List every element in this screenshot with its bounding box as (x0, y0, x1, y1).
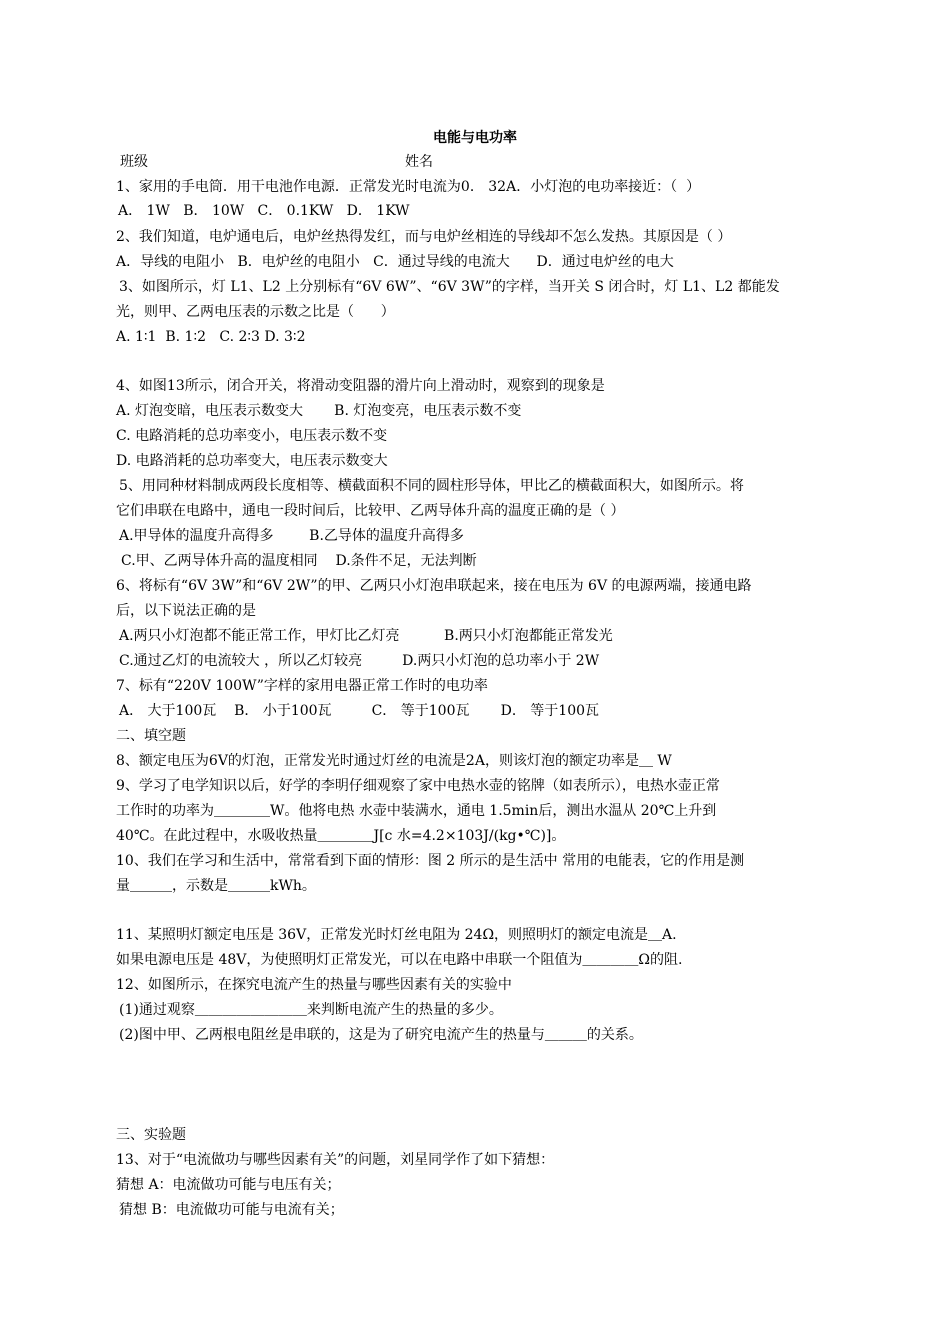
text-line: 2、我们知道，电炉通电后，电炉丝热得发红，而与电炉丝相连的导线却不怎么发热。其原因是（ ） (116, 229, 732, 245)
text-line: C. 电路消耗的总功率变小，电压表示数不变 (116, 428, 388, 444)
text-line: 4、如图13所示，闭合开关，将滑动变阻器的滑片向上滑动时，观察到的现象是 (116, 378, 605, 394)
name-label: 姓名 (405, 154, 433, 170)
text-line: A.甲导体的温度升高得多 B.乙导体的温度升高得多 (119, 528, 464, 544)
text-line: A． 1W B． 10W C． 0.1KW D． 1KW (118, 203, 410, 219)
text-line: 猜想 B：电流做功可能与电流有关； (119, 1202, 344, 1218)
text-line: 10、我们在学习和生活中，常常看到下面的情形：图 2 所示的是生活中 常用的电能表，它的作用是测 (116, 853, 745, 869)
text-line: A．导线的电阻小 B．电炉丝的电阻小 C．通过导线的电流大 D．通过电炉丝的电大 (116, 254, 674, 270)
text-line: 后，以下说法正确的是 (116, 603, 256, 619)
text-line: 13、对于“电流做功与哪些因素有关”的问题，刘星同学作了如下猜想： (116, 1152, 555, 1168)
text-line: 猜想 A：电流做功可能与电压有关； (116, 1177, 341, 1193)
text-line: A. 灯泡变暗，电压表示数变大 B. 灯泡变亮，电压表示数不变 (116, 403, 522, 419)
text-line: 6、将标有“6V 3W”和“6V 2W”的甲、乙两只小灯泡串联起来，接在电压为 6V 的电源两端，接通电路 (116, 578, 752, 594)
text-line: 它们串联在电路中，通电一段时间后，比较甲、乙两导体升高的温度正确的是（ ） (116, 503, 625, 519)
text-line: 5、用同种材料制成两段长度相等、横截面积不同的圆柱形导体，甲比乙的横截面积大，如图所示。将 (119, 478, 744, 494)
page-title: 电能与电功率 (433, 130, 517, 146)
text-line: A. 1∶1 B. 1∶2 C. 2∶3 D. 3∶2 (116, 329, 306, 345)
text-line: (1)通过观察＿＿＿＿＿＿＿＿来判断电流产生的热量的多少。 (119, 1002, 503, 1018)
text-line: 光，则甲、乙两电压表的示数之比是（ ） (116, 304, 395, 320)
text-line: 8、额定电压为6V的灯泡，正常发光时通过灯丝的电流是2A，则该灯泡的额定功率是＿ W (116, 753, 672, 769)
text-line: 11、某照明灯额定电压是 36V，正常发光时灯丝电阻为 24Ω，则照明灯的额定电流是＿A. (116, 927, 677, 943)
text-line: 12、如图所示，在探究电流产生的热量与哪些因素有关的实验中 (116, 977, 512, 993)
text-line: D. 电路消耗的总功率变大，电压表示数变大 (116, 453, 388, 469)
text-line: A． 大于100瓦 B． 小于100瓦 C． 等于100瓦 D． 等于100瓦 (119, 703, 600, 719)
text-line: 7、标有“220V 100W”字样的家用电器正常工作时的电功率 (116, 678, 488, 694)
text-line: 量＿＿＿，示数是＿＿＿kWh。 (116, 878, 316, 894)
text-line: C.甲、乙两导体升高的温度相同 D.条件不足，无法判断 (121, 553, 477, 569)
text-line: 3、如图所示，灯 L1、L2 上分别标有“6V 6W”、“6V 3W”的字样，当开关 S 闭合时，灯 L1、L2 都能发 (119, 279, 780, 295)
class-label: 班级 (120, 154, 148, 170)
text-line: (2)图中甲、乙两根电阻丝是串联的，这是为了研究电流产生的热量与＿＿＿的关系。 (119, 1027, 643, 1043)
text-line: 如果电源电压是 48V，为使照明灯正常发光，可以在电路中串联一个阻值为＿＿＿＿Ω的阻. (116, 952, 683, 968)
text-line: 二、填空题 (116, 728, 186, 744)
text-line: C.通过乙灯的电流较大 ，所以乙灯较亮 D.两只小灯泡的总功率小于 2W (119, 653, 600, 669)
text-line: 9、学习了电学知识以后，好学的李明仔细观察了家中电热水壶的铭牌（如表所示），电热水壶正常 (116, 778, 720, 794)
text-line: 工作时的功率为＿＿＿＿W。他将电热 水壶中装满水，通电 1.5min后，测出水温从 20℃上升到 (116, 803, 717, 819)
text-line: 40℃。在此过程中，水吸收热量＿＿＿＿J[c 水=4.2×103J/(kg•℃)]。 (116, 828, 566, 844)
text-line: 1、家用的手电筒．用干电池作电源．正常发光时电流为0． 32A．小灯泡的电功率接近：（ ） (116, 179, 701, 195)
text-line: 三、实验题 (116, 1127, 186, 1143)
text-line: A.两只小灯泡都不能正常工作，甲灯比乙灯亮 B.两只小灯泡都能正常发光 (119, 628, 613, 644)
